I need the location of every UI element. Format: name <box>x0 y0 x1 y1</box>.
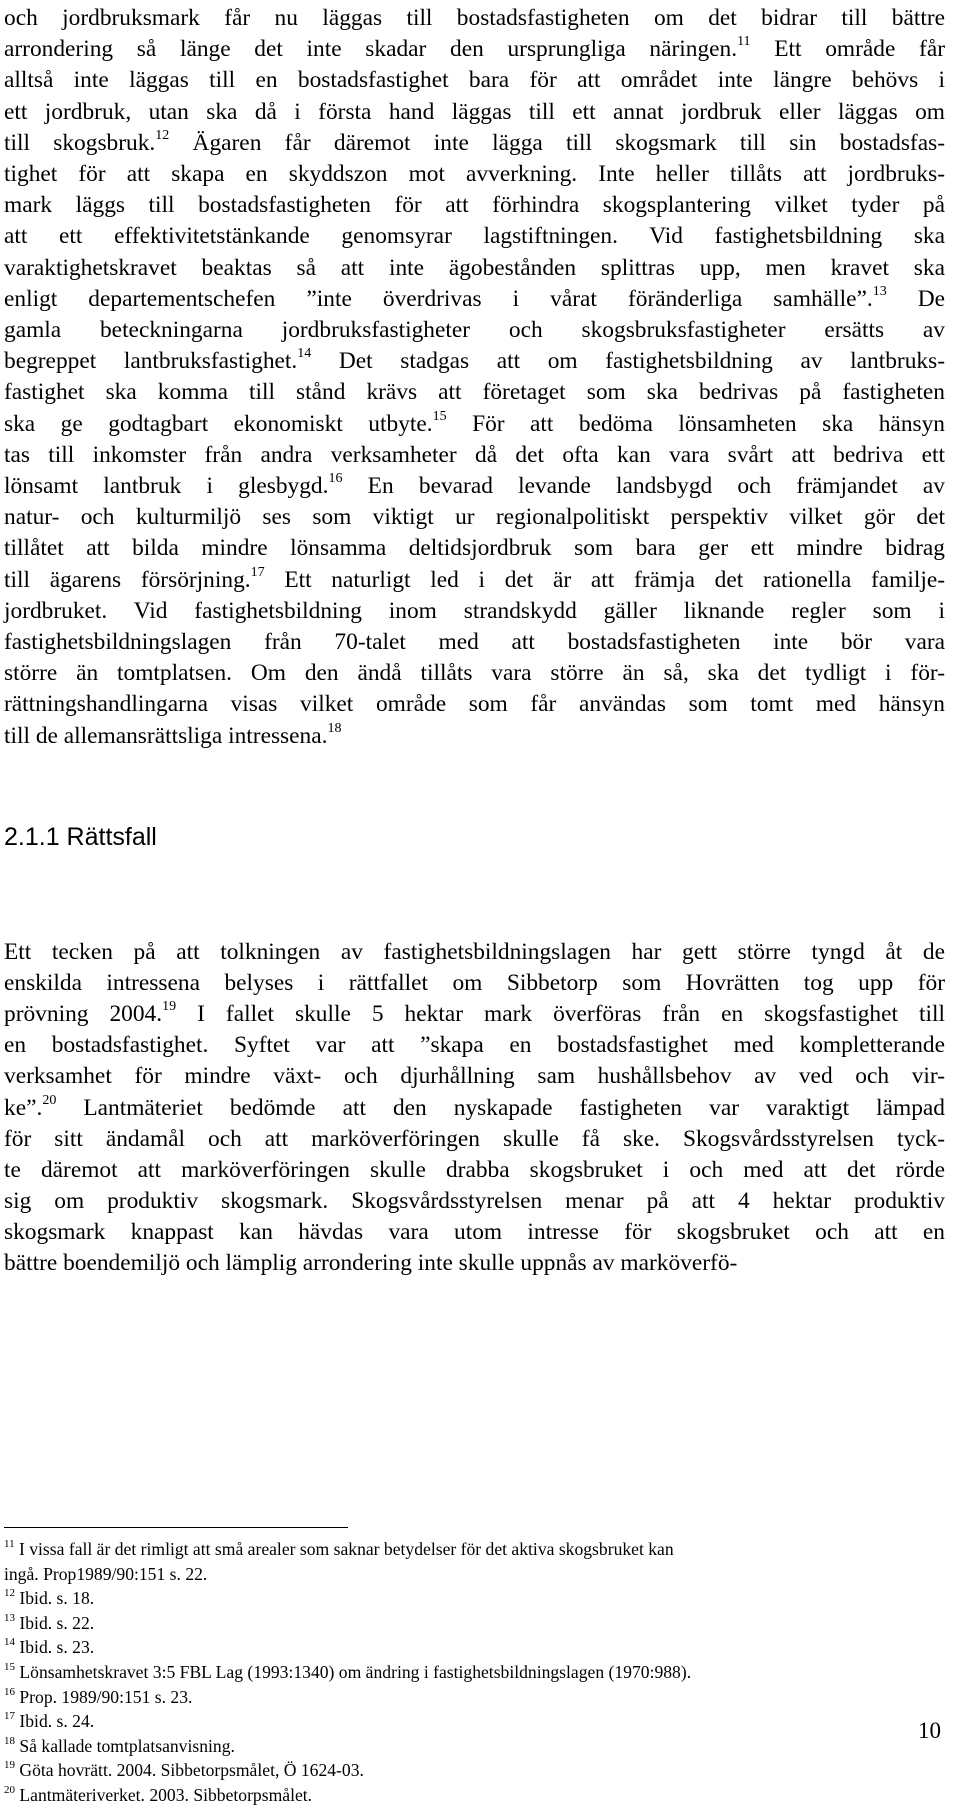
footnote: $^{19}$ Göta hovrätt. 2004. Sibbetorpsmålet, Ö 1624-03. <box>4 1759 364 1781</box>
text-line: mark läggs till bostadsfastigheten för att förhindra skogsplantering vilket tyder på <box>4 192 945 219</box>
footnote-number: 19 <box>4 1759 15 1772</box>
footnote: $^{20}$ Lantmäteriverket. 2003. Sibbetorpsmålet. <box>4 1784 313 1805</box>
footnote: $^{17}$ Ibid. s. 24. <box>4 1710 95 1732</box>
text-line: bättre boendemiljö och lämplig arrondering inte skulle uppnås av marköverfö- <box>4 1250 738 1276</box>
footnote-ref: 13 <box>872 283 887 299</box>
text-line: Ett tecken på att tolkningen av fastighetsbildningslagen har gett större tyngd åt de <box>4 939 945 965</box>
text-line: enskilda intressena belyses i rättfallet om Sibbetorp som Hovrätten tog upp för <box>4 970 945 997</box>
text-line: till ägarens försörjning.$^{17}$ Ett naturligt led i det är att främja det rationella familje- <box>4 564 945 593</box>
text-line: begreppet lantbruksfastighet.$^{14}$ Det stadgas att om fastighetsbildning av lantbruks- <box>4 346 945 375</box>
text-line: alltså inte läggas till en bostadsfastighet bara för att området inte längre behövs i <box>4 67 945 94</box>
text-line: lönsamt lantbruk i glesbygd.$^{16}$ En bevarad levande landsbygd och främjandet av <box>4 471 945 499</box>
text-line: fastighet ska komma till stånd krävs att företaget som ska bedrivas på fastigheten <box>4 379 945 406</box>
footnote-ref: 20 <box>42 1092 57 1108</box>
footnote-number: 14 <box>4 1636 15 1649</box>
text-line: verksamhet för mindre växt- och djurhållning sam hushållsbehov av ved och vir- <box>4 1063 945 1090</box>
footnote-number: 18 <box>4 1734 15 1747</box>
text-line: tas till inkomster från andra verksamheter då det ofta kan vara svårt att bedriva ett <box>4 441 945 468</box>
footnote-ref: 17 <box>250 564 265 580</box>
text-line: större än tomtplatsen. Om den ändå tillåts vara större än så, ska det tydligt i för- <box>4 660 945 687</box>
text-line: gamla beteckningarna jordbruksfastigheter och skogsbruksfastigheter ersätts av <box>4 317 945 343</box>
text-line: ke”.$^{20}$ Lantmäteriet bedömde att den nyskapade fastigheten var varaktigt lämpad <box>4 1092 945 1121</box>
text-line: och jordbruksmark får nu läggas till bostadsfastigheten om det bidrar till bättre <box>4 5 945 31</box>
text-line: till de allemansrättsliga intressena.$^{18}$ <box>4 720 342 749</box>
footnote-ref: 15 <box>432 408 447 424</box>
page-number: 10 <box>918 1718 941 1743</box>
text-line: att ett effektivitetstänkande genomsyrar lagstiftningen. Vid fastighetsbildning ska <box>4 223 945 250</box>
footnote: $^{11}$ I vissa fall är det rimligt att små arealer som saknar betydelser för det aktiva skogsbruket kan <box>4 1538 674 1559</box>
footnote-ref: 18 <box>327 720 342 736</box>
footnote-ref: 12 <box>155 127 170 143</box>
text-line: en bostadsfastighet. Syftet var att ”skapa en bostadsfastighet med kompletterande <box>4 1032 945 1059</box>
footnote-ref: 11 <box>737 34 751 50</box>
footnote-number: 11 <box>4 1538 15 1550</box>
footnote-separator <box>4 1527 348 1528</box>
text-line: jordbruket. Vid fastighetsbildning inom strandskydd gäller liknande regler som i <box>4 597 945 624</box>
footnote: $^{14}$ Ibid. s. 23. <box>4 1636 95 1658</box>
text-line: sig om produktiv skogsmark. Skogsvårdsstyrelsen menar på att 4 hektar produktiv <box>4 1187 945 1214</box>
text-line: varaktighetskravet beaktas så att inte ägobestånden splittras upp, men kravet ska <box>4 254 945 281</box>
footnote: $^{13}$ Ibid. s. 22. <box>4 1611 95 1633</box>
text-line: ett jordbruk, utan ska då i första hand läggas till ett annat jordbruk eller läggas om <box>4 98 945 125</box>
text-line: för sitt ändamål och att marköverföringen skulle få ske. Skogsvårdsstyrelsen tyck- <box>4 1125 945 1152</box>
text-line: fastighetsbildningslagen från 70-talet med att bostadsfastigheten inte bör vara <box>4 629 945 655</box>
footnote: $^{16}$ Prop. 1989/90:151 s. 23. <box>4 1685 193 1707</box>
text-line: prövning 2004.19 I fallet skulle 5 hektar mark överföras från en skogsfastighet till <box>4 999 946 1028</box>
footnote-number: 17 <box>4 1710 15 1723</box>
text-line: te däremot att marköverföringen skulle drabba skogsbruket i och med att det rörde <box>4 1156 945 1183</box>
text-line: natur- och kulturmiljö ses som viktigt ur regionalpolitiskt perspektiv vilket gör det <box>4 504 945 531</box>
footnote: $^{15}$ Lönsamhetskravet 3:5 FBL Lag (1993:1340) om ändring i fastighetsbildningslagen (1970:988). <box>4 1661 692 1682</box>
text-line: tighet för att skapa en skyddszon mot avverkning. Inte heller tillåts att jordbruks- <box>4 161 945 187</box>
text-line: skogsmark knappast kan hävdas vara utom intresse för skogsbruket och att en <box>4 1218 945 1245</box>
text-line: arrondering så länge det inte skadar den ursprungliga näringen.$^{11}$ Ett område får <box>4 34 945 63</box>
text-line: till skogsbruk.$^{12}$ Ägaren får däremot inte lägga till skogsmark till sin bostadsfas- <box>4 127 945 156</box>
footnote-number: 15 <box>4 1661 15 1673</box>
footnote-ref: 19 <box>162 999 177 1015</box>
footnote: ingå. Prop1989/90:151 s. 22. <box>4 1563 208 1584</box>
text-line: tillåtet att bilda mindre lönsamma deltidsjordbruk som bara ger ett mindre bidrag <box>4 535 945 562</box>
footnote-ref: 14 <box>297 346 312 362</box>
footnote: $^{18}$ Så kallade tomtplatsanvisning. <box>4 1734 235 1756</box>
text-line: enligt departementschefen ”inte överdrivas i vårat föränderliga samhälle”.$^{13}$ De <box>4 283 946 312</box>
footnote-number: 20 <box>4 1784 15 1796</box>
footnote-ref: 16 <box>328 471 343 486</box>
footnote-number: 13 <box>4 1611 15 1624</box>
text-line: rättningshandlingarna visas vilket område som får användas som tomt med hänsyn <box>4 691 945 718</box>
footnote-number: 12 <box>4 1587 15 1600</box>
text-line: ska ge godtagbart ekonomiskt utbyte.$^{15}$ För att bedöma lönsamheten ska hänsyn <box>4 408 946 437</box>
footnote-number: 16 <box>4 1685 15 1698</box>
footnote: $^{12}$ Ibid. s. 18. <box>4 1587 95 1609</box>
section-heading: 2.1.1 Rättsfall <box>4 823 157 851</box>
